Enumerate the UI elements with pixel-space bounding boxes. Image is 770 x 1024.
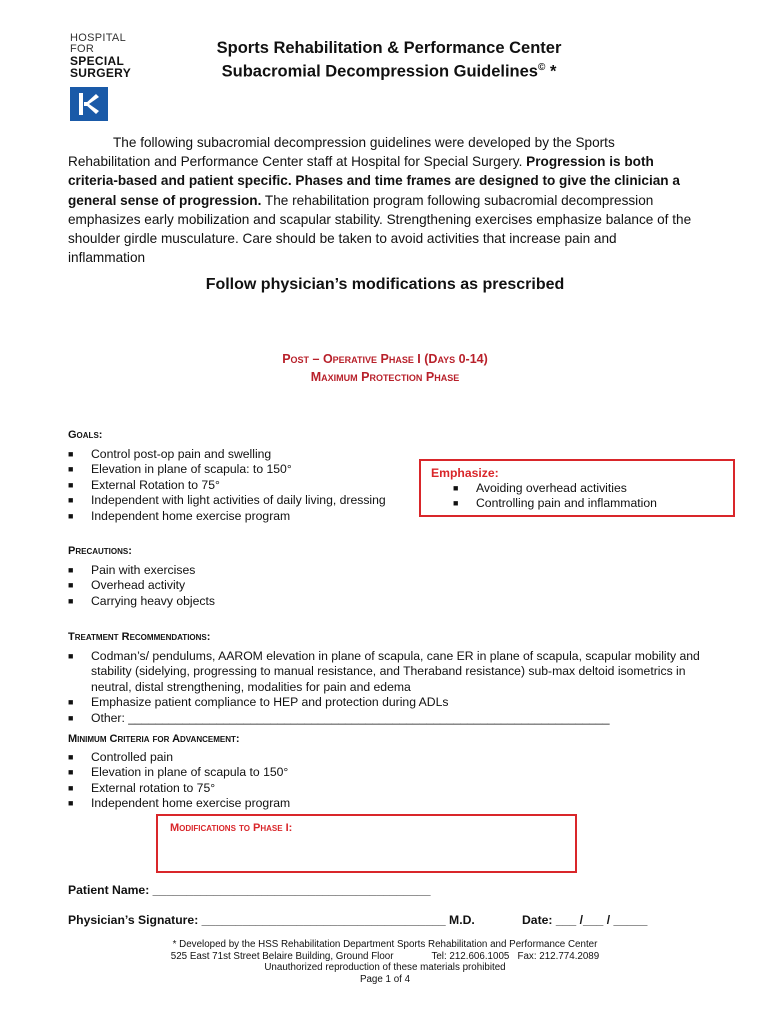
list-item: ■ Controlled pain [68, 750, 173, 764]
list-item: ■ Independent with light activities of daily living, dressing [68, 493, 386, 508]
page-number: Page 1 of 4 [359, 973, 411, 985]
phase-heading [0, 350, 770, 386]
logo-line-hospital: HOSPITAL [70, 32, 126, 44]
physician-signature-line[interactable]: Physician’s Signature: ____________________________________ M.D. [68, 913, 475, 927]
list-item: ■ Elevation in plane of scapula to 150° [68, 765, 289, 780]
treatment-list [68, 649, 708, 726]
modifications-label: Modifications to Phase I: [170, 822, 293, 834]
title-text: Subacromial Decompression Guidelines [221, 62, 538, 81]
physician-note: Follow physician’s modifications as prescribed [205, 276, 565, 293]
emphasize-list [453, 481, 723, 512]
list-item: ■ Other: _______________________________________________________________________ [68, 710, 610, 725]
modifications-box[interactable] [156, 814, 577, 873]
footer-address: 525 East 71st Street Belaire Building, Ground Floor Tel: 212.606.1005 Fax: 212.774.2089 [170, 950, 600, 962]
intro-part1: The following subacromial decompression guidelines were developed by the Sports Rehabilitation and Performance Center staff at Hospital for Special Surgery. [68, 135, 615, 170]
intro-part2: The rehabilitation program following subacromial decompression emphasizes early mobilization and scapular stability. Strengthening exercises emphasize balance of the shoulder girdle musculature. Care should be taken to avoid activities that increase pain and inflammation [68, 192, 692, 266]
list-item: ■ Pain with exercises [68, 563, 196, 577]
title-line-1: Sports Rehabilitation & Performance Center [216, 39, 562, 57]
list-item: ■ Carrying heavy objects [68, 593, 215, 608]
list-item: ■ External rotation to 75° [68, 780, 216, 795]
list-item: ■ Independent home exercise program [68, 508, 291, 523]
list-item: ■ Avoiding overhead activities [453, 481, 627, 495]
title-line-2 [8, 58, 770, 82]
goals-list [68, 447, 408, 524]
phase-subtitle: Maximum Protection Phase [310, 370, 460, 384]
copyright-mark: © [537, 62, 546, 73]
list-item: ■ Emphasize patient compliance to HEP and protection during ADLs [68, 695, 449, 710]
intro-bold: Progression is both criteria-based and patient specific. Phases and time frames are designed to give the clinician a general sense of progression. [68, 154, 680, 208]
list-item: ■ Elevation in plane of scapula: to 150° [68, 462, 292, 477]
intro-paragraph [68, 133, 696, 267]
page-footer [0, 939, 770, 985]
criteria-label: Minimum Criteria for Advancement: [68, 733, 240, 745]
phase-title: Post – Operative Phase I (Days 0-14) [282, 352, 488, 366]
logo-mark-icon [70, 87, 108, 121]
logo-line-surgery: SURGERY [70, 66, 131, 80]
list-item: ■ Codman’s/ pendulums, AAROM elevation in plane of scapula, cane ER in plane of scapula, scapular mobility and stability (sidelying, progressing to manual resistance, and Theraband resistance) sub-max deltoid isometrics in neutral, distal strengthening, modalities for pain and edema [68, 649, 700, 694]
logo-line-special: SPECIAL [70, 54, 125, 68]
criteria-list [68, 750, 468, 812]
list-item: ■ Controlling pain and inflammation [453, 496, 657, 511]
patient-name-line[interactable]: Patient Name: _________________________________________ [68, 883, 431, 897]
list-item: ■ Independent home exercise program [68, 796, 291, 811]
list-item: ■ External Rotation to 75° [68, 477, 220, 492]
title-asterisk: * [545, 62, 557, 81]
date-line[interactable]: Date: ___ /___ / _____ [522, 913, 648, 927]
treatment-label: Treatment Recommendations: [68, 631, 211, 643]
precautions-label: Precautions: [68, 545, 132, 557]
precautions-list [68, 563, 468, 609]
emphasize-box [419, 459, 735, 517]
list-item: ■ Overhead activity [68, 578, 186, 593]
list-item: ■ Control post-op pain and swelling [68, 447, 272, 461]
logo-line-for: FOR [70, 43, 95, 55]
footer-credit: * Developed by the HSS Rehabilitation Department Sports Rehabilitation and Performance Center [172, 939, 598, 950]
footer-notice: Unauthorized reproduction of these materials prohibited [264, 962, 506, 973]
goals-label: Goals: [68, 429, 103, 441]
emphasize-label: Emphasize: [431, 466, 499, 480]
document-title [0, 38, 770, 82]
